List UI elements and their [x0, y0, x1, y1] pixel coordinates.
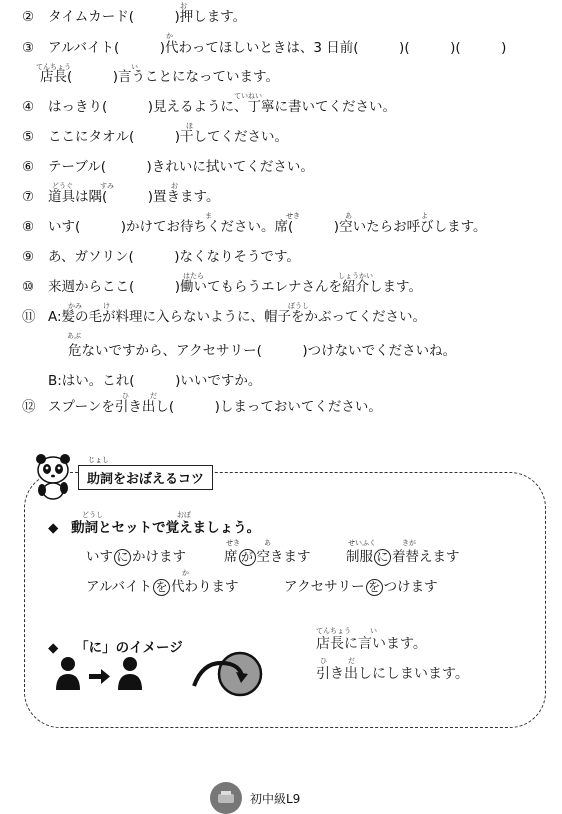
ruby: せき: [286, 212, 300, 220]
question-number: ⑤: [22, 129, 35, 145]
page-footer: [210, 782, 300, 814]
example-verb: 空きます: [256, 549, 311, 565]
example-isu-ni: [86, 545, 186, 566]
ruby: お: [171, 182, 178, 190]
question-8: [22, 218, 487, 236]
question-text: ここにタオル( )干してください。: [48, 129, 289, 145]
question-text: あ、ガソリン( )なくなりそうです。: [48, 249, 300, 265]
ruby: せいふく: [348, 539, 376, 547]
question-11-line2: 危ないですから、アクセサリー( )つけないでくださいね。: [68, 343, 457, 359]
question-number: ⑪: [22, 309, 36, 325]
question-number: ⑩: [22, 279, 35, 295]
tips-section-1: [48, 516, 260, 536]
tips-section-2: [48, 636, 183, 656]
ruby: ぼうし: [288, 302, 309, 310]
example-noun: アクセサリー: [284, 579, 365, 595]
example-seki-ga: [224, 545, 311, 566]
example-accessory-wo: [284, 575, 438, 596]
ruby: どうし: [82, 511, 103, 519]
lesson-logo-icon: [210, 782, 242, 814]
question-text: 道具は隅( )置きます。: [48, 189, 220, 205]
ruby: か: [166, 32, 173, 40]
footer-label: 初中級L9: [250, 791, 301, 806]
question-3-cont: [40, 68, 279, 86]
ruby: ほ: [186, 122, 193, 130]
question-number: ③: [22, 40, 35, 56]
ruby: け: [103, 302, 110, 310]
ruby: はたら: [183, 272, 204, 280]
into-circle-arrow-icon: [186, 650, 266, 698]
particle-circle: を: [366, 579, 383, 596]
question-number: ⑥: [22, 159, 35, 175]
person-to-person-icon: [54, 656, 148, 692]
ruby: お: [180, 2, 187, 10]
question-text: はっきり( )見えるように、丁寧に書いてください。: [48, 99, 397, 115]
question-11-line3: B:はい。これ( )いいですか。: [48, 373, 262, 389]
ruby: ていねい: [234, 92, 262, 100]
ruby: だ: [348, 657, 355, 665]
ruby: おぼ: [177, 511, 191, 519]
question-number: ②: [22, 9, 35, 25]
example-verb: かけます: [132, 549, 186, 565]
diamond-bullet-icon: ◆: [48, 640, 59, 656]
section-heading: 「に」のイメージ: [75, 640, 183, 656]
ruby: ひ: [320, 657, 327, 665]
question-number: ⑫: [22, 399, 36, 415]
ruby: い: [131, 63, 138, 71]
question-text: 店長( )言うことになっています。: [40, 69, 279, 85]
question-3: [22, 39, 506, 57]
ruby: か: [182, 569, 189, 577]
ruby: すみ: [100, 182, 114, 190]
ruby: あ: [264, 539, 271, 547]
particle-circle: を: [153, 579, 170, 596]
question-text: テーブル( )きれいに拭いてください。: [48, 159, 314, 175]
question-number: ⑦: [22, 189, 35, 205]
particle-circle: に: [114, 549, 131, 566]
side-example-2: 引き出しにしまいます。: [316, 666, 469, 682]
example-arubaito-wo: [86, 575, 239, 596]
ruby: かみ: [68, 302, 82, 310]
example-noun: アルバイト: [86, 579, 153, 595]
side-example-1: 店長に言います。: [316, 636, 427, 652]
question-text: スプーンを引き出し( )しまっておいてください。: [48, 399, 382, 415]
question-number: ⑨: [22, 249, 35, 265]
question-text: アルバイト( )代わってほしいときは、3 日前( )( )( ): [48, 40, 507, 56]
ruby: ま: [205, 212, 212, 220]
ruby: あ: [345, 212, 352, 220]
question-text: 来週からここ( )働いてもらうエレナさんを紹介します。: [48, 279, 422, 295]
question-6: [22, 158, 314, 176]
ruby: せき: [226, 539, 240, 547]
ruby: てんちょう: [316, 627, 351, 635]
ruby: い: [370, 627, 377, 635]
example-verb: つけます: [383, 579, 438, 595]
question-4: [22, 98, 396, 116]
question-text: A:髪の毛が料理に入らないように、帽子をかぶってください。: [48, 309, 427, 325]
particle-circle: が: [239, 549, 256, 566]
ruby: だ: [150, 392, 157, 400]
ruby: てんちょう: [36, 63, 71, 71]
question-5: [22, 128, 288, 146]
ruby: しょうかい: [338, 272, 373, 280]
ruby: よ: [421, 212, 428, 220]
question-2: [22, 8, 246, 26]
question-12: [22, 398, 382, 416]
question-number: ④: [22, 99, 35, 115]
particle-circle: に: [374, 549, 391, 566]
ruby: ひ: [122, 392, 129, 400]
question-9: [22, 248, 300, 266]
example-verb: 着替えます: [392, 549, 460, 565]
tips-title: 助詞をおぼえるコツ: [78, 465, 213, 490]
question-11: [22, 308, 426, 326]
question-number: ⑧: [22, 219, 35, 235]
example-noun: 席: [224, 549, 238, 565]
section-heading: 動詞とセットで覚えましょう。: [71, 520, 261, 536]
example-noun: いす: [86, 549, 113, 565]
ruby: きが: [402, 539, 416, 547]
example-verb: 代わります: [171, 579, 239, 595]
diamond-bullet-icon: ◆: [48, 520, 59, 536]
example-seifuku-ni: [346, 545, 460, 566]
question-text: タイムカード( )押します。: [48, 9, 247, 25]
example-noun: 制服: [346, 549, 373, 565]
question-text: いす( )かけてお待ちください。席( )空いたらお呼びします。: [48, 219, 487, 235]
question-10: [22, 278, 422, 296]
panda-icon: [32, 452, 74, 500]
question-7: [22, 188, 219, 206]
ruby: あぶ: [67, 332, 81, 340]
ruby: どうぐ: [52, 182, 73, 190]
ruby: じょし: [88, 456, 109, 464]
